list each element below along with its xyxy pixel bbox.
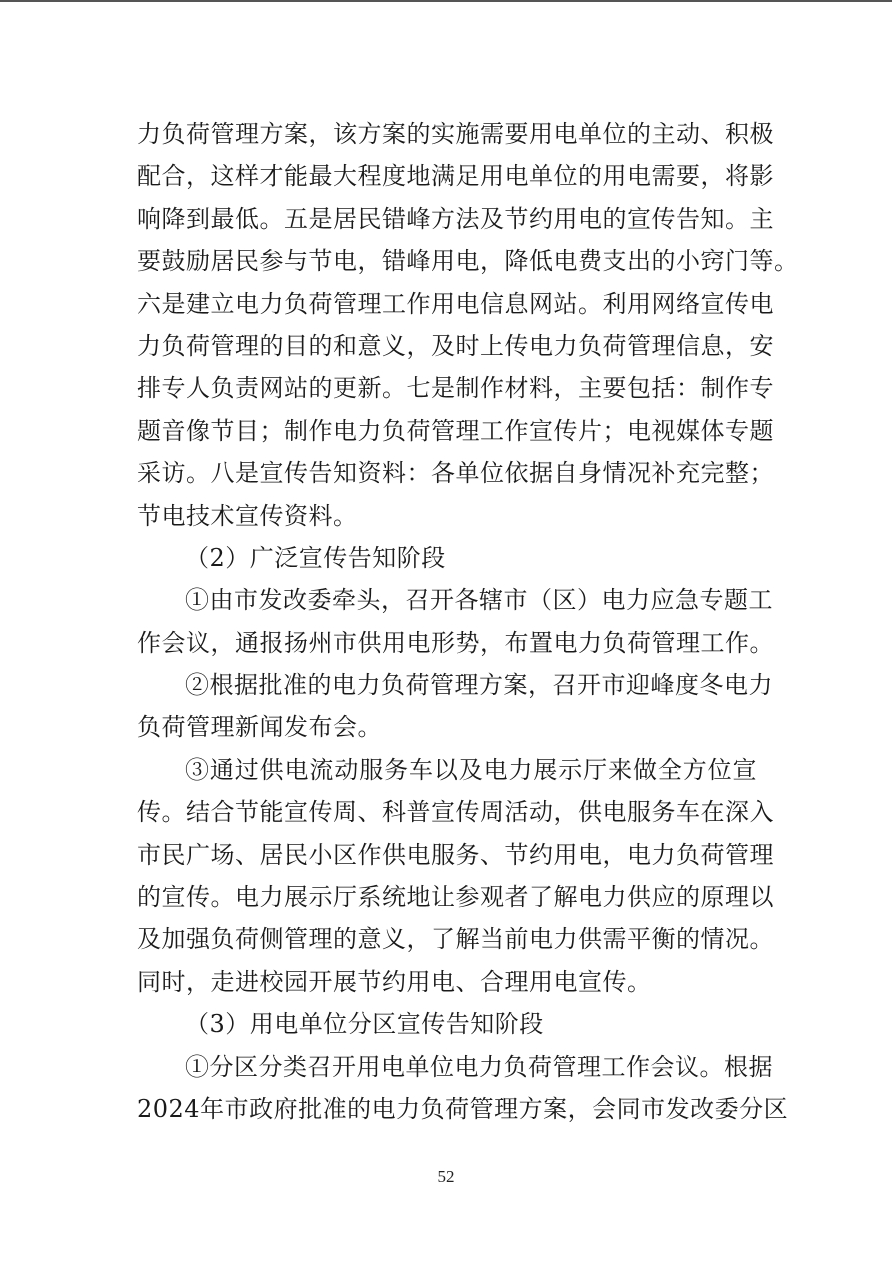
page-number: 52	[437, 1167, 455, 1186]
body-text	[137, 113, 799, 1130]
section-heading: （3）用电单位分区宣传告知阶段	[185, 1010, 544, 1039]
text-line: ②根据批准的电力负荷管理方案，召开市迎峰度冬电力	[185, 671, 773, 700]
text-line: ③通过供电流动服务车以及电力展示厅来做全方位宣	[185, 755, 757, 784]
top-border-line	[0, 0, 892, 2]
text-line: 题音像节目；制作电力负荷管理工作宣传片；电视媒体专题	[137, 416, 774, 445]
text-line: 节电技术宣传资料。	[137, 501, 358, 530]
section-heading: （2）广泛宣传告知阶段	[185, 543, 446, 572]
text-line: 采访。八是宣传告知资料：各单位依据自身情况补充完整；	[137, 459, 774, 488]
text-line: 传。结合节能宣传周、科普宣传周活动，供电服务车在深入	[137, 798, 774, 827]
text-line: 力负荷管理的目的和意义，及时上传电力负荷管理信息，安	[137, 331, 774, 360]
text-line: 及加强负荷侧管理的意义，了解当前电力供需平衡的情况。	[137, 925, 774, 954]
text-line: ①由市发改委牵头，召开各辖市（区）电力应急专题工	[185, 586, 773, 615]
text-line: 同时，走进校园开展节约用电、合理用电宣传。	[137, 967, 652, 996]
text-line: 要鼓励居民参与节电，错峰用电，降低电费支出的小窍门等。	[137, 247, 799, 276]
text-line: ①分区分类召开用电单位电力负荷管理工作会议。根据	[185, 1052, 773, 1081]
text-line: 负荷管理新闻发布会。	[137, 713, 382, 742]
text-line: 作会议，通报扬州市供用电形势，布置电力负荷管理工作。	[137, 628, 774, 657]
text-line: 2024年市政府批准的电力负荷管理方案，会同市发改委分区	[137, 1094, 789, 1123]
text-line: 六是建立电力负荷管理工作用电信息网站。利用网络宣传电	[137, 289, 774, 318]
text-line: 响降到最低。五是居民错峰方法及节约用电的宣传告知。主	[137, 204, 774, 233]
text-line: 市民广场、居民小区作供电服务、节约用电，电力负荷管理	[137, 840, 774, 869]
text-line: 力负荷管理方案，该方案的实施需要用电单位的主动、积极	[137, 120, 774, 148]
text-line: 排专人负责网站的更新。七是制作材料，主要包括：制作专	[137, 374, 774, 403]
text-line: 配合，这样才能最大程度地满足用电单位的用电需要，将影	[137, 162, 774, 191]
text-line: 的宣传。电力展示厅系统地让参观者了解电力供应的原理以	[137, 883, 774, 912]
